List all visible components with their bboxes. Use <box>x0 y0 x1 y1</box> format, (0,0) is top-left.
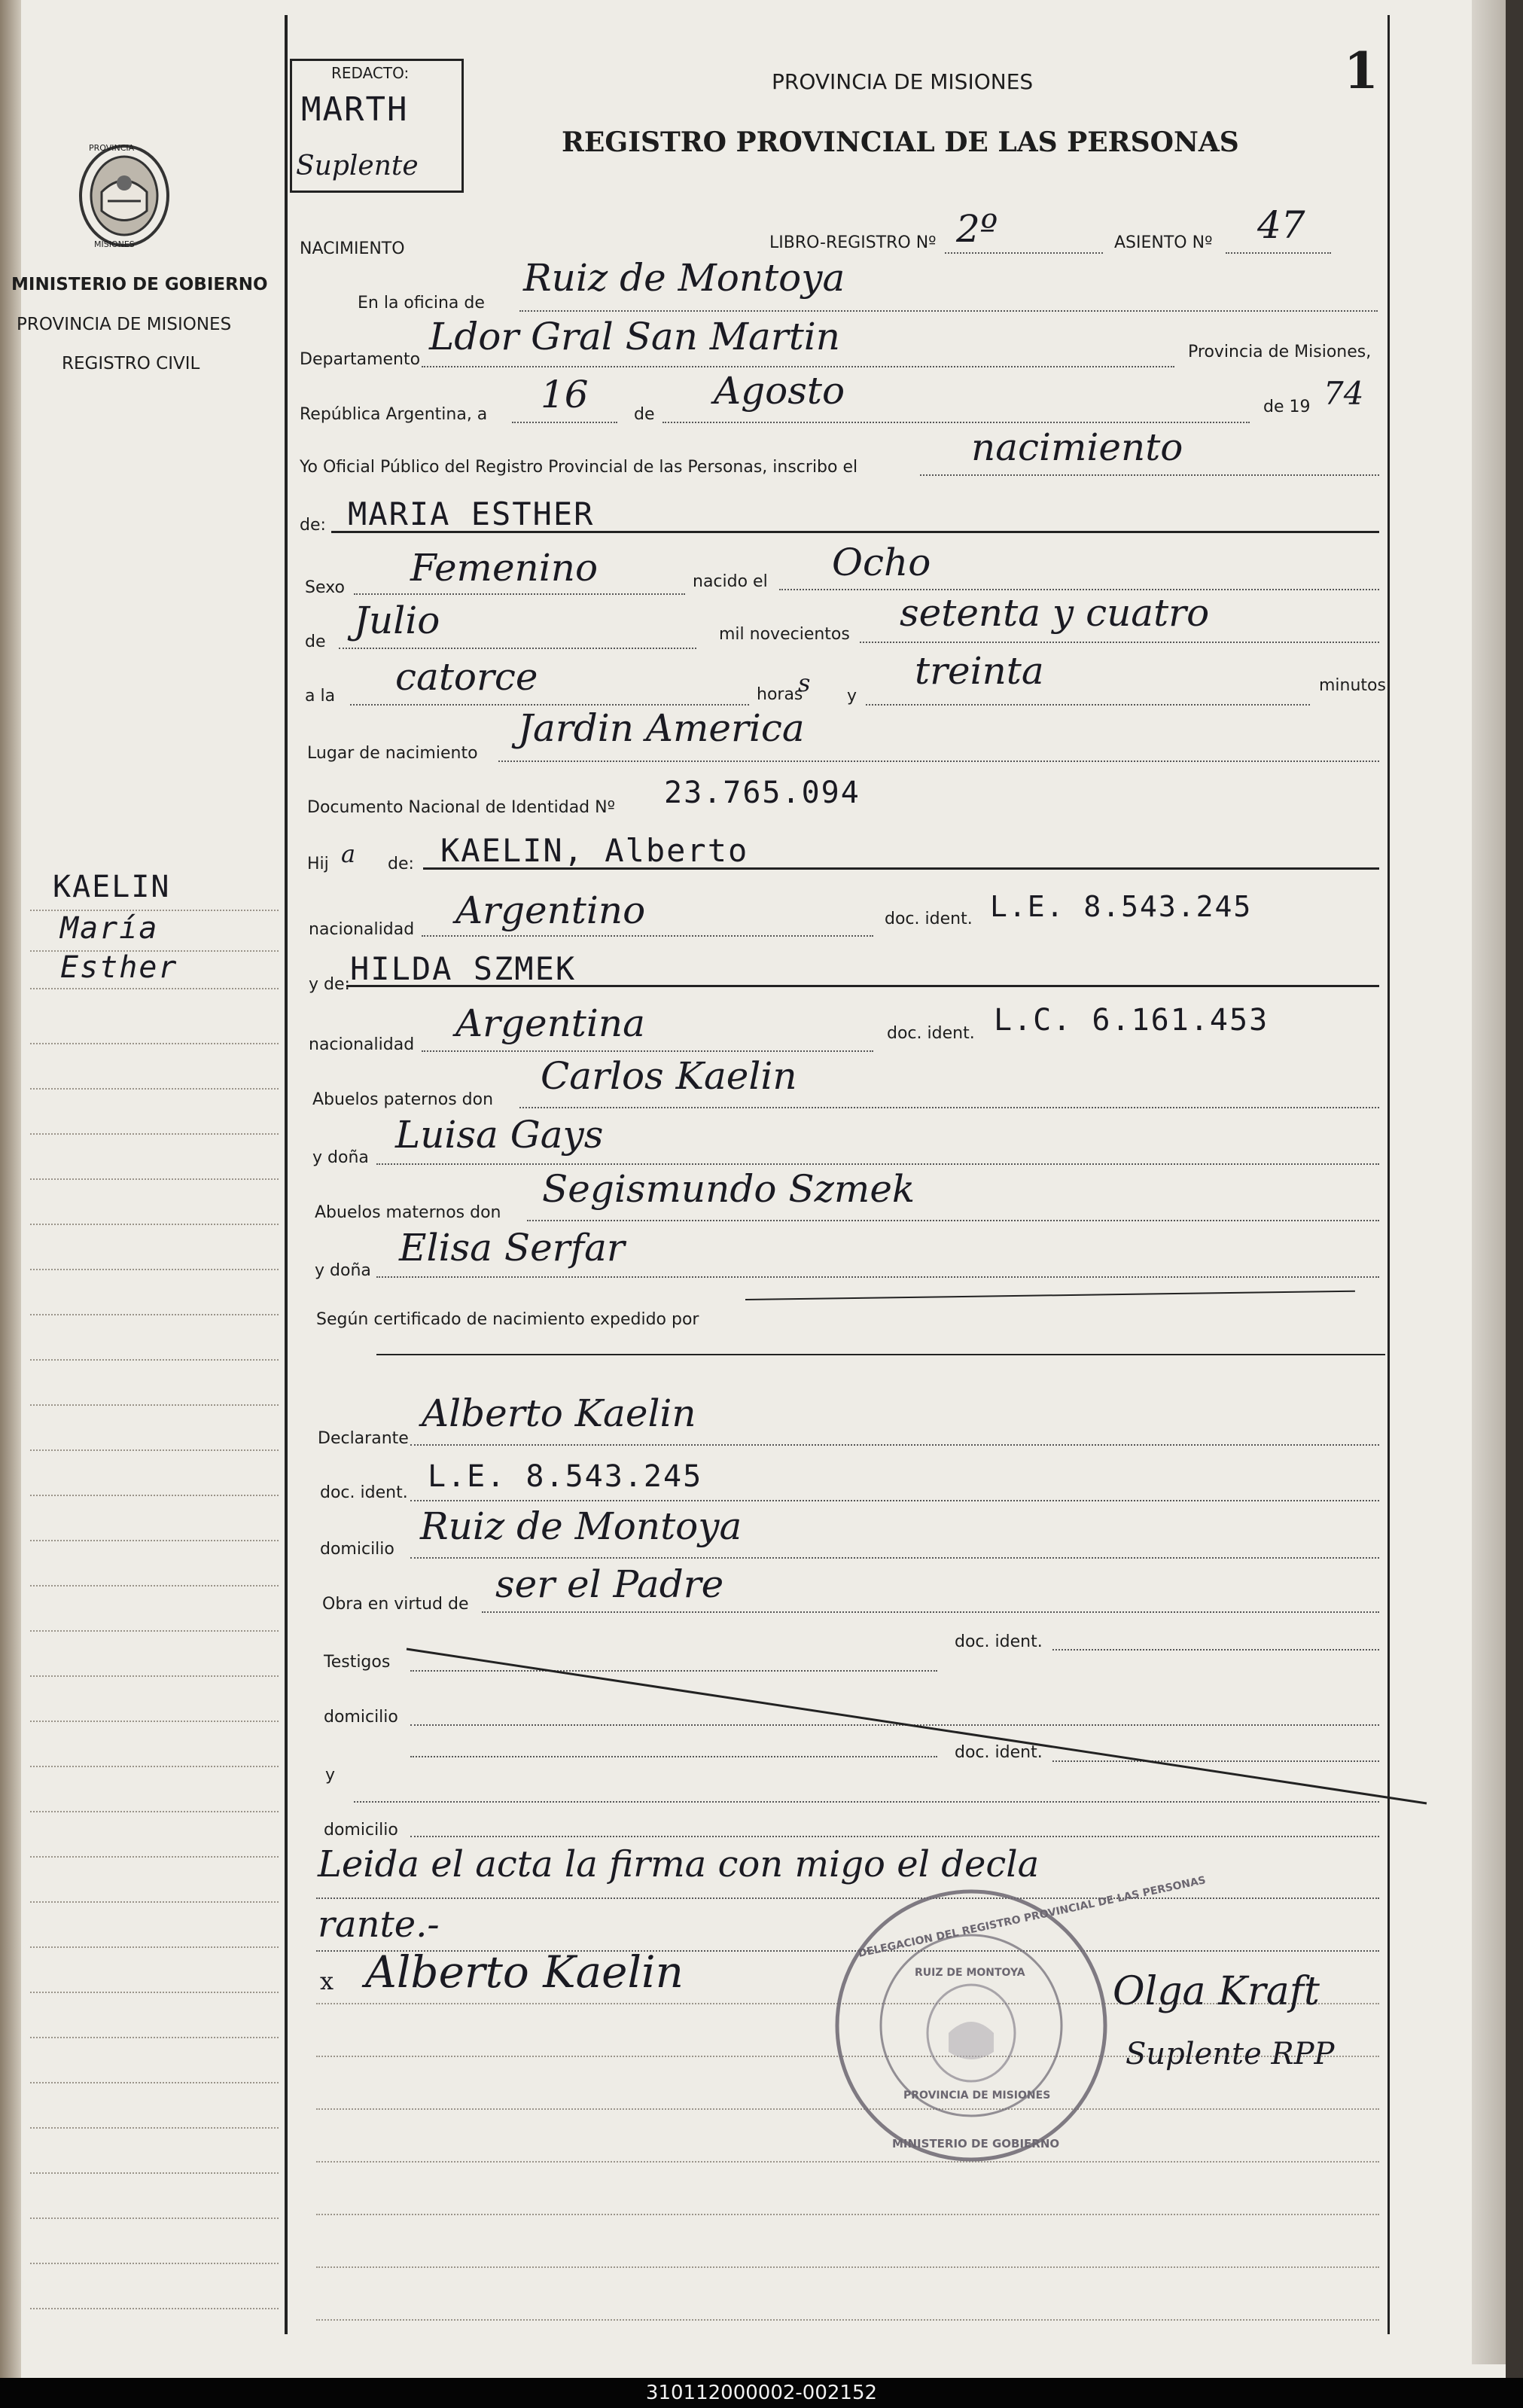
lugar-dots <box>498 761 1379 762</box>
abuelos-m-label: Abuelos maternos don <box>315 1203 501 1222</box>
margin-note-name1: María <box>60 911 159 946</box>
form-right-border <box>1387 15 1390 2334</box>
margin-rule <box>30 1449 279 1451</box>
closing-line-2: rante.- <box>318 1904 440 1946</box>
doc-padre-value: L.E. 8.543.245 <box>990 890 1253 923</box>
form-left-border <box>285 15 288 2334</box>
declarante-label: Declarante <box>318 1429 409 1448</box>
mes-nac-dots <box>339 648 696 649</box>
margin-rule <box>30 1766 279 1767</box>
declarante-value: Alberto Kaelin <box>422 1391 696 1435</box>
page-edge-shadow <box>1472 0 1506 2364</box>
margin-rule <box>30 1811 279 1812</box>
a-la-label: a la <box>305 687 336 706</box>
mil-label: mil novecientos <box>719 625 850 644</box>
anio-label: de 19 <box>1263 398 1311 416</box>
margin-rule <box>30 1540 279 1541</box>
dia-value: 16 <box>541 373 589 416</box>
domicilio-dots <box>410 1557 1379 1559</box>
padre-value: KAELIN, Alberto <box>440 832 749 869</box>
nac-padre-dots <box>422 935 873 937</box>
abuelo-p-value: Carlos Kaelin <box>541 1054 797 1098</box>
redacto-role: Suplente <box>296 151 419 181</box>
book-spine <box>0 0 21 2378</box>
margin-rule <box>30 1946 279 1948</box>
doc-declarante-dots <box>410 1500 1379 1501</box>
margin-rule <box>30 1901 279 1903</box>
doc-ident1-label: doc. ident. <box>885 910 973 928</box>
margin-rule <box>30 1630 279 1632</box>
domicilio1-label: domicilio <box>320 1540 394 1559</box>
anio-nac-dots <box>860 642 1379 643</box>
libro-dots <box>945 252 1103 254</box>
redacto-name: MARTH <box>301 90 409 129</box>
margin-rule <box>30 1269 279 1270</box>
ruled-line <box>316 2214 1379 2215</box>
margin-rule <box>30 1133 279 1135</box>
oficina-dots <box>519 310 1378 312</box>
sexo-dots <box>354 593 685 595</box>
margin-rule <box>30 1178 279 1180</box>
margin-rule <box>30 1224 279 1225</box>
stamp-bottom-text: MINISTERIO DE GOBIERNO <box>892 2137 1060 2150</box>
nac-madre-value: Argentina <box>455 1001 645 1045</box>
margin-note-surname: KAELIN <box>53 870 171 904</box>
image-id-footer: 310112000002-002152 <box>0 2378 1523 2408</box>
margin-rule <box>30 950 279 952</box>
obra-value: ser el Padre <box>495 1562 724 1606</box>
redacto-title: REDACTO: <box>331 64 410 82</box>
dni-label: Documento Nacional de Identidad Nº <box>307 798 615 817</box>
nacido-dots <box>779 589 1379 590</box>
doc-declarante-value: L.E. 8.543.245 <box>428 1459 703 1494</box>
margin-rule <box>30 1314 279 1315</box>
margin-note-name2: Esther <box>60 950 178 985</box>
margin-rule <box>30 1992 279 1993</box>
official-role: Suplente RPP <box>1125 2037 1335 2071</box>
ruled-line <box>316 2319 1379 2321</box>
libro-label: LIBRO-REGISTRO Nº <box>769 233 937 252</box>
stamp-lower-text: PROVINCIA DE MISIONES <box>903 2089 1051 2102</box>
abuelos-p-label: Abuelos paternos don <box>312 1090 494 1109</box>
stamp-outer-text: DELEGACION DEL REGISTRO PROVINCIAL DE LAS PERSONAS <box>857 1874 1208 1960</box>
domicilio3-label: domicilio <box>324 1821 398 1840</box>
asiento-label: ASIENTO Nº <box>1114 233 1213 252</box>
province-seal-icon <box>72 139 177 252</box>
margin-rule <box>30 1359 279 1361</box>
margin-rule <box>30 1585 279 1587</box>
seal-top-text: PROVINCIA <box>89 143 135 153</box>
minutos-label: minutos <box>1319 676 1386 695</box>
mes-dots <box>663 422 1250 423</box>
segun-underline-1 <box>745 1291 1355 1300</box>
abuela-m-dots <box>376 1276 1379 1278</box>
closing-line-1: Leida el acta la firma con migo el decla <box>318 1843 1040 1885</box>
margin-rule <box>30 2127 279 2129</box>
dni-value: 23.765.094 <box>664 776 860 810</box>
testigos-label: Testigos <box>324 1653 391 1672</box>
ministry-line-1: MINISTERIO DE GOBIERNO <box>11 275 268 294</box>
margin-rule <box>30 2263 279 2264</box>
lugar-label: Lugar de nacimiento <box>307 744 478 763</box>
margin-rule <box>30 1675 279 1677</box>
anio-value: 74 <box>1323 375 1364 412</box>
segun-underline-2 <box>376 1354 1385 1355</box>
nacido-value: Ocho <box>832 541 931 584</box>
minutos-dots <box>866 704 1310 706</box>
abuela-p-value: Luisa Gays <box>395 1113 604 1157</box>
obra-dots <box>482 1611 1379 1613</box>
margin-rule <box>30 1721 279 1722</box>
minutos-value: treinta <box>915 649 1044 693</box>
abuelo-m-value: Segismundo Szmek <box>542 1167 915 1211</box>
obra-label: Obra en virtud de <box>322 1595 469 1614</box>
margin-rule <box>30 1856 279 1858</box>
margin-rule <box>30 1495 279 1496</box>
doc-ident5-label: doc. ident. <box>955 1743 1043 1762</box>
y2-label: y <box>325 1766 336 1785</box>
abuela-p-dots <box>376 1163 1379 1165</box>
asiento-dots <box>1226 252 1331 254</box>
abuelo-p-dots <box>519 1107 1379 1108</box>
asiento-value: 47 <box>1257 203 1305 247</box>
doc-madre-value: L.C. 6.161.453 <box>994 1003 1269 1038</box>
official-signature: Olga Kraft <box>1113 1969 1320 2014</box>
oficina-value: Ruiz de Montoya <box>523 256 845 300</box>
abuelo-m-dots <box>527 1220 1379 1221</box>
abuela-m-value: Elisa Serfar <box>399 1226 625 1270</box>
provincia-label: Provincia de Misiones, <box>1188 343 1372 361</box>
margin-rule <box>30 1043 279 1044</box>
hora-value: catorce <box>395 655 538 699</box>
de-month-label: de <box>305 632 326 651</box>
margin-rule <box>30 988 279 989</box>
mes-value: Agosto <box>714 369 845 413</box>
libro-value: 2º <box>956 207 998 251</box>
y-dona1-label: y doña <box>312 1148 369 1167</box>
doc-ident4-label: doc. ident. <box>955 1632 1043 1651</box>
de-name-label: de: <box>300 516 326 535</box>
margin-rule <box>30 910 279 911</box>
domicilio3-dots <box>410 1836 1379 1837</box>
hij-suffix: a <box>341 840 356 868</box>
de-label: de <box>634 405 655 424</box>
segun-label: Según certificado de nacimiento expedido por <box>316 1310 699 1329</box>
departamento-dots <box>422 366 1174 367</box>
declarante-dots <box>410 1444 1379 1446</box>
margin-rule <box>30 1088 279 1090</box>
hora-dots <box>350 704 749 706</box>
margin-rule <box>30 2172 279 2174</box>
province-heading: PROVINCIA DE MISIONES <box>772 69 1034 94</box>
nacionalidad2-label: nacionalidad <box>309 1035 415 1054</box>
oficina-label: En la oficina de <box>358 294 485 312</box>
nacido-label: nacido el <box>693 572 768 591</box>
hij-label: Hij <box>307 855 329 873</box>
declarant-signature: Alberto Kaelin <box>365 1946 684 1998</box>
doc-ident3-label: doc. ident. <box>320 1483 408 1502</box>
stamp-inner-text: RUIZ DE MONTOYA <box>915 1967 1025 1979</box>
margin-rule <box>30 2217 279 2219</box>
madre-value: HILDA SZMEK <box>350 950 577 987</box>
ruled-line <box>316 2266 1379 2268</box>
nombre-value: MARIA ESTHER <box>348 495 595 532</box>
horas-label: horas <box>757 685 803 704</box>
margin-rule <box>30 2037 279 2038</box>
margin-rule <box>30 2308 279 2309</box>
mes-nac-value: Julio <box>354 599 440 642</box>
seal-bottom-text: MISIONES <box>94 239 135 249</box>
ministry-line-2: PROVINCIA DE MISIONES <box>17 315 232 334</box>
doc-ident2-label: doc. ident. <box>887 1024 975 1043</box>
yo-oficial-label: Yo Oficial Público del Registro Provincial de las Personas, inscribo el <box>300 458 858 477</box>
cancellation-line <box>403 1641 1434 1815</box>
nacionalidad1-label: nacionalidad <box>309 920 415 939</box>
lugar-value: Jardin America <box>518 706 805 750</box>
page-number: 1 <box>1344 41 1378 100</box>
ministry-line-3: REGISTRO CIVIL <box>62 354 200 373</box>
domicilio-value: Ruiz de Montoya <box>420 1504 742 1548</box>
republica-label: República Argentina, a <box>300 405 488 424</box>
nac-padre-value: Argentino <box>455 889 646 932</box>
registry-heading: REGISTRO PROVINCIAL DE LAS PERSONAS <box>562 126 1239 158</box>
margin-rule <box>30 2082 279 2083</box>
margin-rule <box>30 1404 279 1406</box>
signature-mark: x <box>320 1967 334 1995</box>
y-de-label: y de: <box>309 975 350 994</box>
y-label: y <box>847 687 857 706</box>
inscribo-dots <box>920 474 1379 476</box>
inscribo-value: nacimiento <box>971 425 1183 469</box>
nacimiento-label: NACIMIENTO <box>300 239 405 258</box>
anio-nac-value: setenta y cuatro <box>900 591 1210 635</box>
de-father-label: de: <box>388 855 414 873</box>
y-dona2-label: y doña <box>315 1261 371 1280</box>
departamento-value: Ldor Gral San Martin <box>429 315 840 358</box>
sexo-value: Femenino <box>410 546 599 590</box>
horas-suffix: s <box>798 669 811 697</box>
nac-madre-dots <box>422 1050 873 1052</box>
dia-dots <box>512 422 617 423</box>
departamento-label: Departamento <box>300 350 421 369</box>
sexo-label: Sexo <box>305 578 345 597</box>
domicilio2-label: domicilio <box>324 1708 398 1727</box>
